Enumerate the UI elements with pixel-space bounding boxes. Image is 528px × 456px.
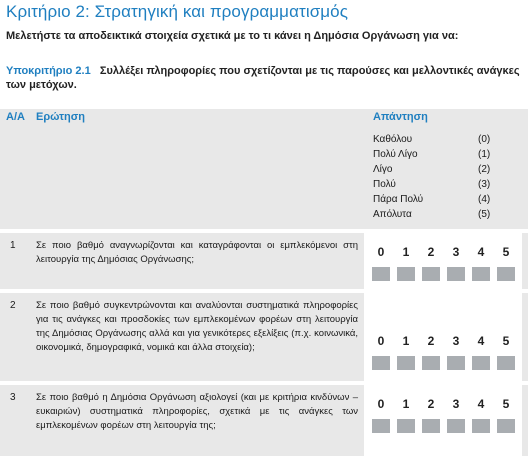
- subcriterion-label: Υποκριτήριο 2.1: [6, 65, 91, 77]
- row-number: 1: [10, 240, 16, 251]
- rating-box-3[interactable]: [447, 267, 465, 281]
- scale-label: Πάρα Πολύ: [373, 194, 424, 205]
- rating-digit: 0: [377, 397, 385, 411]
- rating-boxes: [372, 419, 522, 433]
- subcriterion-text: Συλλέξει πληροφορίες που σχετίζονται με τις παρούσες και μελλοντικές ανάγκες των μετόχων.: [6, 65, 520, 91]
- rating-digit: 3: [452, 245, 460, 259]
- scale-item: [373, 177, 503, 192]
- scale-label: Λίγο: [373, 164, 393, 175]
- rating-digits: [372, 397, 522, 413]
- rating-digits: [372, 245, 522, 261]
- scale-item: [373, 147, 503, 162]
- subcriterion: [6, 64, 526, 92]
- rating-digit: 0: [377, 334, 385, 348]
- rating-digit: 5: [502, 334, 510, 348]
- questionnaire-table: [0, 109, 528, 456]
- table-row: [0, 233, 528, 289]
- question-text: Σε ποιο βαθμό η Δημόσια Οργάνωση αξιολογεί (και με κριτήρια κινδύνων – ευκαιριών) συστηματικά πληροφορίες, σχετικά με τις ανάγκες των εμπλεκομένων φορέων στη λειτουργία της;: [36, 392, 358, 431]
- scale-label: Πολύ: [373, 179, 396, 190]
- rating-boxes: [372, 356, 522, 370]
- rating-digit: 5: [502, 397, 510, 411]
- scale-item: [373, 162, 503, 177]
- scale-label: Καθόλου: [373, 134, 413, 145]
- page-title: Κριτήριο 2: Στρατηγική και προγραμματισμός: [6, 2, 349, 21]
- rating-box-3[interactable]: [447, 356, 465, 370]
- rating-box-2[interactable]: [422, 267, 440, 281]
- table-row: [0, 293, 528, 381]
- rating-digit: 3: [452, 334, 460, 348]
- rating-box-5[interactable]: [497, 356, 515, 370]
- rating-digit: 2: [427, 397, 435, 411]
- rating-box-2[interactable]: [422, 356, 440, 370]
- rating-digit: 2: [427, 245, 435, 259]
- column-header-question: Ερώτηση: [36, 111, 86, 123]
- scale-label: Απόλυτα: [373, 209, 412, 220]
- answer-cell: [364, 233, 522, 289]
- intro-text: Μελετήστε τα αποδεικτικά στοιχεία σχετικά με το τι κάνει η Δημόσια Οργάνωση για να:: [6, 30, 459, 42]
- rating-digit: 4: [477, 334, 485, 348]
- rating-digits: [372, 334, 522, 350]
- scale-value: (3): [478, 179, 491, 190]
- scale-label: Πολύ Λίγο: [373, 149, 418, 160]
- answer-scale-legend: [373, 132, 503, 222]
- column-header-aa: Α/Α: [6, 111, 25, 123]
- rating-box-3[interactable]: [447, 419, 465, 433]
- table-row: [0, 385, 528, 456]
- rating-box-0[interactable]: [372, 419, 390, 433]
- table-header: [0, 109, 528, 229]
- answer-cell: [364, 385, 522, 456]
- scale-item: [373, 207, 503, 222]
- rating-box-0[interactable]: [372, 356, 390, 370]
- scale-value: (0): [478, 134, 491, 145]
- rating-digit: 4: [477, 397, 485, 411]
- question-text: Σε ποιο βαθμό συγκεντρώνονται και αναλύονται συστηματικά πληροφορίες για τις ανάγκες και προσδοκίες των εμπλεκομένων φορέων στη λειτουργία της Δημόσιας Οργάνωσης αλλά και για γενικότερες εξελίξεις (π.χ. κοινωνικά, οικονομικά, δημογραφικά, νομικά και άλλα στοιχεία);: [36, 300, 358, 353]
- rating-digit: 3: [452, 397, 460, 411]
- rating-box-4[interactable]: [472, 356, 490, 370]
- rating-box-4[interactable]: [472, 267, 490, 281]
- rating-box-1[interactable]: [397, 267, 415, 281]
- rating-box-1[interactable]: [397, 419, 415, 433]
- rating-box-4[interactable]: [472, 419, 490, 433]
- rating-boxes: [372, 267, 522, 281]
- answer-cell: [364, 293, 522, 381]
- row-number: 2: [10, 300, 16, 311]
- scale-value: (4): [478, 194, 491, 205]
- row-number: 3: [10, 392, 16, 403]
- rating-box-5[interactable]: [497, 419, 515, 433]
- rating-digit: 4: [477, 245, 485, 259]
- rating-digit: 0: [377, 245, 385, 259]
- scale-value: (2): [478, 164, 491, 175]
- rating-box-5[interactable]: [497, 267, 515, 281]
- rating-digit: 1: [402, 245, 410, 259]
- rating-digit: 5: [502, 245, 510, 259]
- rating-digit: 1: [402, 397, 410, 411]
- scale-value: (1): [478, 149, 491, 160]
- question-text: Σε ποιο βαθμό αναγνωρίζονται και καταγράφονται οι εμπλεκόμενοι στη λειτουργία της Δημόσιας Οργάνωσης;: [36, 240, 358, 265]
- rating-box-2[interactable]: [422, 419, 440, 433]
- scale-item: [373, 132, 503, 147]
- rating-digit: 1: [402, 334, 410, 348]
- rating-digit: 2: [427, 334, 435, 348]
- rating-box-0[interactable]: [372, 267, 390, 281]
- rating-box-1[interactable]: [397, 356, 415, 370]
- column-header-answer: Απάντηση: [373, 111, 428, 123]
- scale-value: (5): [478, 209, 491, 220]
- scale-item: [373, 192, 503, 207]
